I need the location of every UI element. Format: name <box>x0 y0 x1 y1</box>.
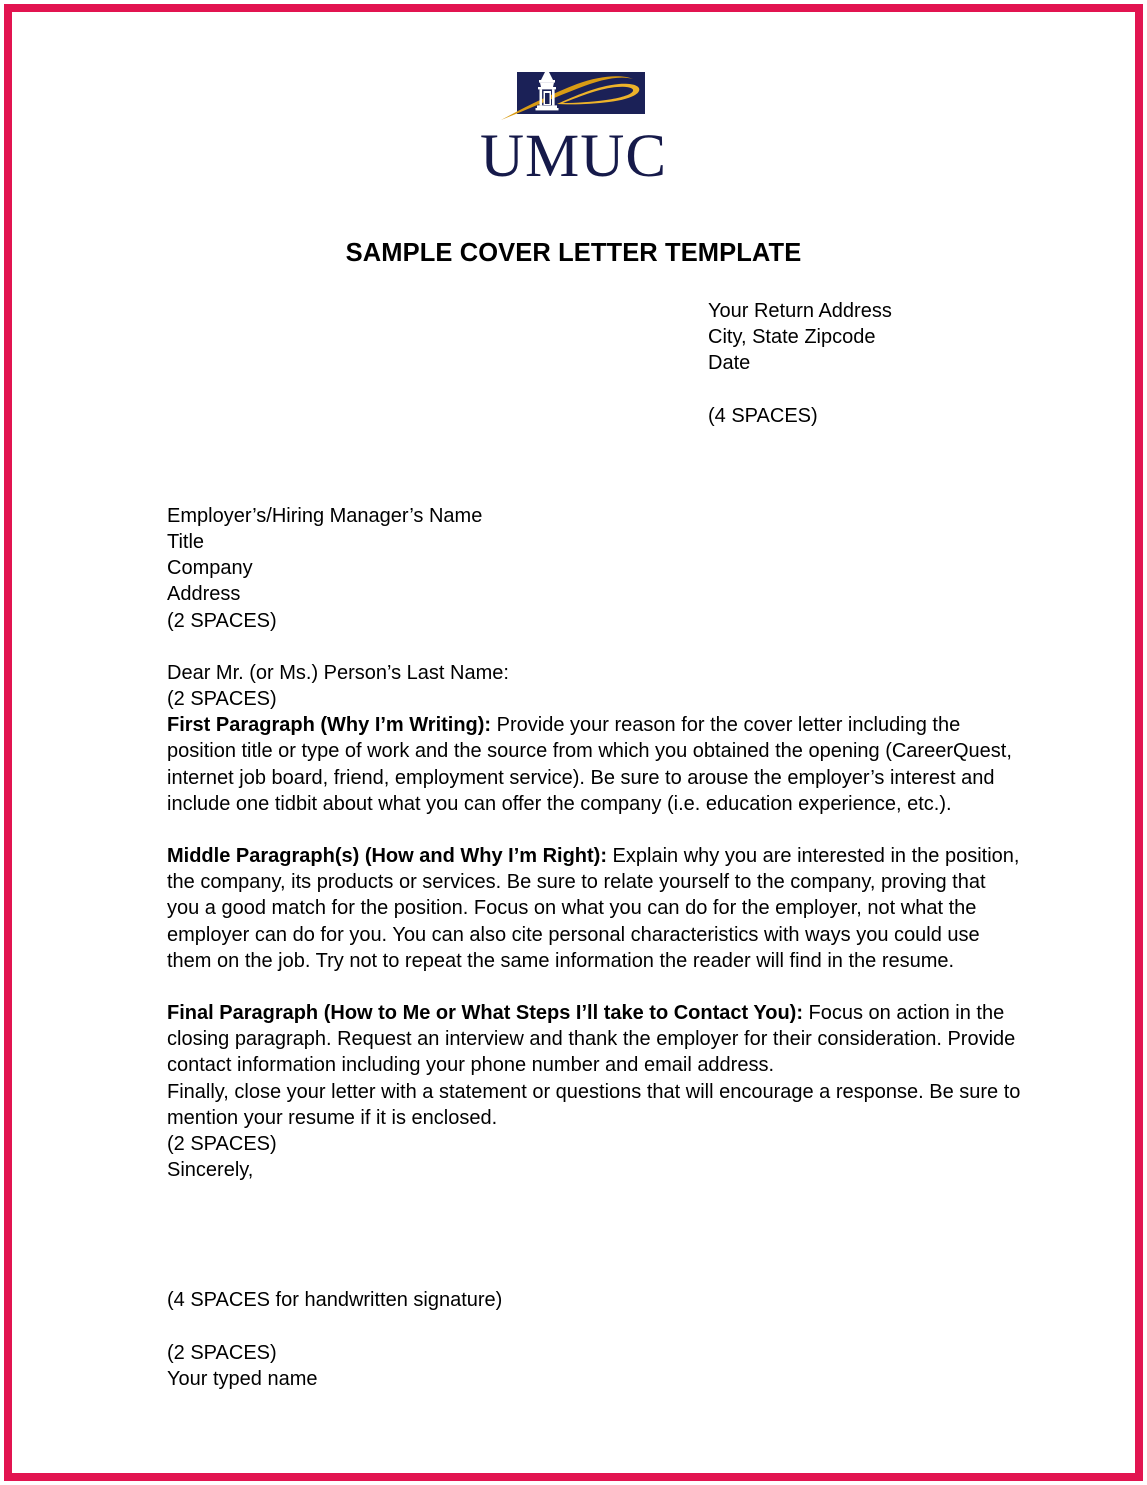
return-address-line-2: City, State Zipcode <box>708 326 876 349</box>
letter-body <box>12 298 1135 1392</box>
middle-paragraph-label: Middle Paragraph(s) (How and Why I’m Right): <box>167 845 607 868</box>
umuc-cupola-logo-icon <box>501 60 647 122</box>
recipient-spacer-note: (2 SPACES) <box>167 609 277 632</box>
first-paragraph-text: Provide your reason for the cover letter including the position title or type of work and the source from which you obtained the opening (CareerQuest, internet job board, friend, employment service). Be sure to arouse the employer’s interest and include one tidbit about what you can offer the company (i.e. education experience, etc.). <box>167 714 1012 815</box>
spacer <box>167 1314 1023 1340</box>
spacer <box>167 817 1023 843</box>
typed-name-spacer-note: (2 SPACES) <box>167 1341 277 1364</box>
spacer <box>167 429 1023 503</box>
typed-name: Your typed name <box>167 1367 318 1390</box>
return-address-spacer-note: (4 SPACES) <box>708 404 818 427</box>
spacer <box>167 974 1023 1000</box>
recipient-block <box>167 503 1023 634</box>
umuc-wordmark: UMUC <box>479 123 668 190</box>
final-paragraph <box>167 1000 1023 1079</box>
first-paragraph-label: First Paragraph (Why I’m Writing): <box>167 714 492 737</box>
salutation-greeting: Dear Mr. (or Ms.) Person’s Last Name: <box>167 661 509 684</box>
finally-paragraph: Finally, close your letter with a statement or questions that will encourage a response. Be sure to mention your resume if it is enclosed. <box>167 1080 1021 1129</box>
umuc-logo-block <box>12 12 1135 190</box>
closing-sincerely: Sincerely, <box>167 1159 254 1182</box>
signature-space <box>167 1183 1023 1287</box>
middle-paragraph-text: Explain why you are interested in the position, the company, its products or services. Be sure to relate yourself to the company, proving that you a good match for the position. Focus on what you can do for the employer, not what the employer can do for you. You can also cite personal characteristics with ways you could use them on the job. Try not to repeat the same information the reader will find in the resume. <box>167 845 1020 972</box>
closing-block <box>167 1131 1023 1183</box>
spacer <box>708 377 1023 403</box>
recipient-company: Company <box>167 557 253 580</box>
first-paragraph <box>167 712 1023 817</box>
return-address-line-3: Date <box>708 352 751 375</box>
return-address-block <box>167 298 1023 429</box>
recipient-name: Employer’s/Hiring Manager’s Name <box>167 504 483 527</box>
salutation-block <box>167 660 1023 712</box>
recipient-address: Address <box>167 583 241 606</box>
signature-block <box>167 1287 1023 1392</box>
return-address-line-1: Your Return Address <box>708 300 892 322</box>
page-title: SAMPLE COVER LETTER TEMPLATE <box>345 239 802 267</box>
middle-paragraph <box>167 843 1023 974</box>
final-paragraph-text: Focus on action in the closing paragraph. Request an interview and thank the employer for their consideration. Provide contact information including your phone number and email address. <box>167 1002 1016 1077</box>
salutation-spacer-note: (2 SPACES) <box>167 688 277 711</box>
recipient-title: Title <box>167 531 205 554</box>
letter-sheet <box>12 12 1135 1473</box>
signature-spacer-note: (4 SPACES for handwritten signature) <box>167 1289 503 1312</box>
closing-spacer-note-1: (2 SPACES) <box>167 1133 277 1156</box>
spacer <box>167 634 1023 660</box>
final-paragraph-label: Final Paragraph (How to Me or What Steps I’ll take to Contact You): <box>167 1002 803 1025</box>
